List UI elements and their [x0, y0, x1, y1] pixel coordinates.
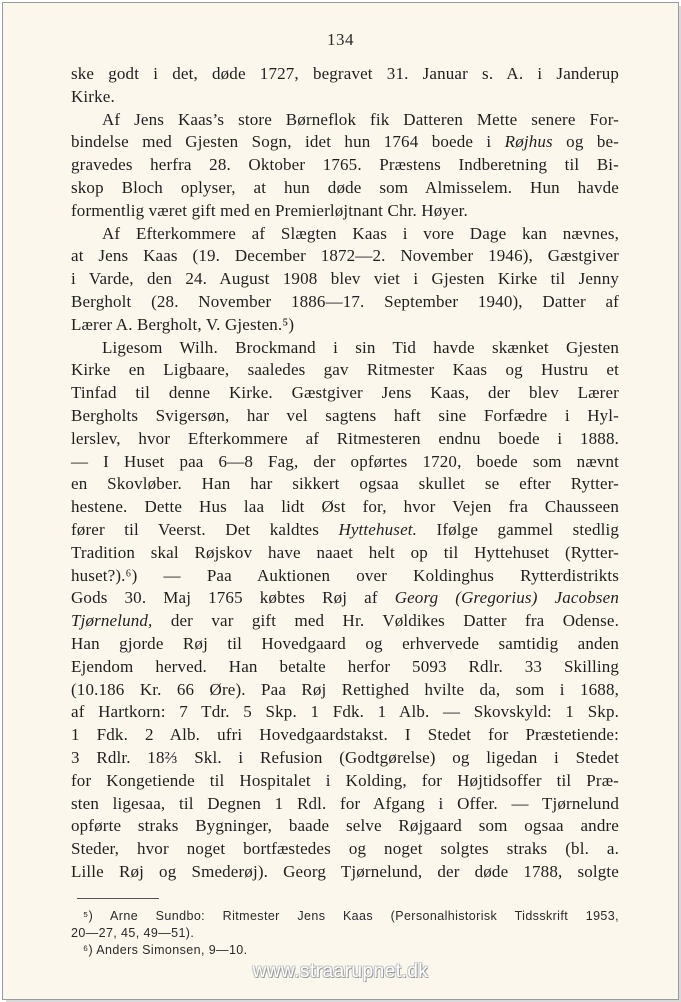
text-line: opførte straks Bygninger, baade selve Røjgaard som ogsaa andre	[71, 816, 619, 836]
text-line: Han gjorde Røj til Hovedgaard og erhvervede samtidig anden	[71, 633, 619, 653]
text-line: — I Huset paa 6—8 Fag, der opførtes 1720, boede som nævnt	[71, 451, 619, 471]
text-line: af Hartkorn: 7 Tdr. 5 Skp. 1 Fdk. 1 Alb. — Skovskyld: 1 Skp.	[71, 702, 619, 722]
footnote-line: ⁵) Arne Sundbo: Ritmester Jens Kaas (Personalhistorisk Tidsskrift 1953,	[83, 909, 619, 923]
text-line: huset?).⁶) — Paa Auktionen over Koldinghus Rytterdistrikts	[71, 565, 619, 585]
text-line: 1 Fdk. 2 Alb. ufri Hovedgaardstakst. I Stedet for Præstetiende:	[71, 725, 619, 745]
italic-term: Georg (Gregorius) Jacobsen	[394, 588, 620, 608]
text-line: Steder, hvor noget bortfæstedes og noget solgtes straks (bl. a.	[71, 839, 619, 859]
site-watermark: www.straarupnet.dk	[252, 961, 429, 982]
text-line: 3 Rdlr. 18⅔ Skl. i Refusion (Godtgørelse) og ligedan i Stedet	[71, 747, 619, 767]
text-line: en Skovløber. Han har sikkert ogsaa skullet se efter Rytter-	[71, 474, 619, 494]
text-line: Bergholt (28. November 1886—17. September 1940), Datter af	[71, 291, 619, 311]
text-line: fører til Veerst. Det kaldtes Hyttehuset. Ifølge gammel stedlig	[71, 519, 619, 539]
body-text	[71, 63, 619, 884]
text-line: Tjørnelund, der var gift med Hr. Vøldikes Datter fra Odense.	[71, 611, 619, 631]
text-line: skop Bloch oplyser, at hun døde som Almisselem. Hun havde	[71, 177, 619, 197]
text-line: at Jens Kaas (19. December 1872—2. November 1946), Gæstgiver	[71, 246, 619, 266]
text-line: hestene. Dette Hus laa lidt Øst for, hvor Vejen fra Chausseen	[71, 497, 619, 517]
footnote-line: ⁶) Anders Simonsen, 9—10.	[83, 943, 248, 957]
text-line: formentlig været gift med en Premierløjtnant Chr. Høyer.	[71, 200, 468, 220]
text-line: Tinfad til denne Kirke. Gæstgiver Jens Kaas, der blev Lærer	[71, 383, 619, 403]
text-line: Gods 30. Maj 1765 købtes Røj af Georg (Gregorius) Jacobsen	[71, 588, 620, 608]
text-line: Kirke.	[71, 86, 115, 106]
text-line: i Varde, den 24. August 1908 blev viet i Gjesten Kirke til Jenny	[71, 269, 619, 289]
page-number: 134	[327, 30, 354, 49]
text-line: gravedes herfra 28. Oktober 1765. Præstens Indberetning til Bi-	[71, 155, 619, 175]
text-line: Af Efterkommere af Slægten Kaas i vore Dage kan nævnes,	[102, 223, 619, 243]
text-line: lerslev, hvor Efterkommere af Ritmesteren endnu boede i 1888.	[71, 428, 619, 448]
italic-term: Tjørnelund,	[71, 611, 153, 631]
text-line: sten ligesaa, til Degnen 1 Rdl. for Afgang i Offer. — Tjørnelund	[71, 793, 619, 813]
text-line: Tradition skal Røjskov have naaet helt op til Hyttehuset (Rytter-	[71, 542, 619, 562]
footnote-line: 20—27, 45, 49—51).	[71, 926, 195, 940]
text-line: Lille Røj og Smederøj). Georg Tjørnelund, der døde 1788, solgte	[71, 861, 619, 881]
text-line: Bergholts Svigersøn, har vel sagtens haft sine Forfædre i Hyl-	[71, 405, 619, 425]
text-line: Ligesom Wilh. Brockmand i sin Tid havde skænket Gjesten	[102, 337, 619, 357]
text-line: Af Jens Kaas’s store Børneflok fik Datteren Mette senere For-	[102, 109, 619, 129]
footnotes	[71, 908, 619, 959]
text-line: ske godt i det, døde 1727, begravet 31. Januar s. A. i Janderup	[71, 64, 619, 83]
text-line: Lærer A. Bergholt, V. Gjesten.⁵)	[71, 314, 295, 334]
footnote-divider	[77, 898, 159, 899]
text-line: Ejendom herved. Han betalte herfor 5093 Rdlr. 33 Skilling	[71, 656, 619, 676]
text-line: bindelse med Gjesten Sogn, idet hun 1764 boede i Røjhus og be-	[71, 132, 619, 152]
italic-term: Hyttehuset.	[338, 519, 418, 539]
text-line: for Kongetiende til Hospitalet i Kolding, for Højtidsoffer til Præ-	[71, 770, 619, 790]
text-line: (10.186 Kr. 66 Øre). Paa Røj Rettighed hvilte da, som i 1688,	[71, 679, 619, 699]
text-line: Kirke en Ligbaare, saaledes gav Ritmester Kaas og Hustru et	[71, 360, 619, 380]
italic-term: Røjhus	[504, 132, 553, 152]
